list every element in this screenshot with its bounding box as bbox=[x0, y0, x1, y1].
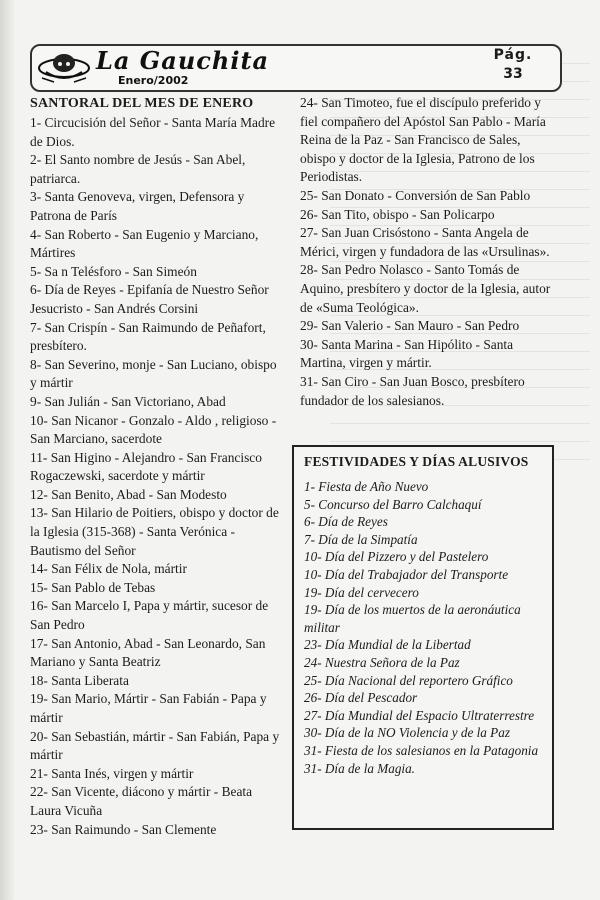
festividad-item: 23- Día Mundial de la Libertad bbox=[304, 637, 471, 653]
santoral-entry: 23- San Raimundo - San Clemente bbox=[30, 821, 217, 837]
santoral-entry: 2- El Santo nombre de Jesús - San Abel, patriarca. bbox=[30, 152, 246, 186]
santoral-entry: 15- San Pablo de Tebas bbox=[30, 579, 156, 595]
festividades-title: FESTIVIDADES Y DÍAS ALUSIVOS bbox=[304, 454, 529, 469]
festividad-item: 1- Fiesta de Año Nuevo bbox=[304, 479, 429, 494]
santoral-entry: 29- San Valerio - San Mauro - San Pedro bbox=[300, 318, 520, 334]
festividad-item: 5- Concurso del Barro Calchaquí bbox=[304, 496, 482, 512]
santoral-entry: 17- San Antonio, Abad - San Leonardo, San Mariano y Santa Beatriz bbox=[30, 635, 266, 670]
festividad-item: 6- Día de Reyes bbox=[304, 514, 388, 530]
santoral-entry: 9- San Julián - San Victoriano, Abad bbox=[30, 393, 226, 409]
santoral-entry: 27- San Juan Crisóstono - Santa Angela de Mérici, virgen y fundadora de las «Ursulinas». bbox=[300, 225, 550, 259]
page-number: 33 bbox=[503, 66, 523, 82]
santoral-entry: 22- San Vicente, diácono y mártir - Beata Laura Vicuña bbox=[30, 784, 253, 818]
festividad-item: 10- Día del Pizzero y del Pastelero bbox=[304, 549, 489, 565]
santoral-entry: 3- Santa Genoveva, virgen, Defensora y Patrona de París bbox=[30, 189, 245, 223]
festividad-item: 31- Día de la Magia. bbox=[304, 760, 415, 776]
santoral-entry: 10- San Nicanor - Gonzalo - Aldo , religioso - San Marciano, sacerdote bbox=[30, 412, 277, 447]
festividad-item: 27- Día Mundial del Espacio Ultraterrestre bbox=[304, 707, 535, 723]
santoral-entry: 7- San Crispín - San Raimundo de Peñafort, presbítero. bbox=[30, 319, 266, 354]
page-binding-edge bbox=[0, 0, 14, 900]
festividades-box bbox=[292, 445, 554, 830]
festividad-item: 19- Día del cervecero bbox=[304, 584, 419, 600]
santoral-entry: 31- San Ciro - San Juan Bosco, presbítero fundador de los salesianos. bbox=[300, 373, 525, 408]
santoral-entry: 18- Santa Liberata bbox=[30, 672, 129, 688]
festividad-item: 7- Día de la Simpatía bbox=[304, 531, 418, 547]
santoral-entry: 5- Sa n Telésforo - San Simeón bbox=[30, 263, 197, 279]
gaucho-logo-icon bbox=[36, 48, 92, 86]
festividad-item: 31- Fiesta de los salesianos en la Patagonia bbox=[304, 742, 539, 758]
santoral-entry: 24- San Timoteo, fue el discípulo preferido y fiel compañero del Apóstol San Pablo - María Reina de la Paz - San Francisco de Sales, obispo y doctor de la Iglesia, Patrono de los Periodistas. bbox=[300, 95, 546, 185]
santoral-entry: 14- San Félix de Nola, mártir bbox=[30, 561, 187, 577]
festividad-item: 26- Día del Pescador bbox=[304, 690, 418, 706]
santoral-entry: 21- Santa Inés, virgen y mártir bbox=[30, 765, 194, 781]
issue-date: Enero/2002 bbox=[118, 74, 189, 87]
santoral-entry: 12- San Benito, Abad - San Modesto bbox=[30, 486, 227, 502]
page-label: Pág. bbox=[493, 47, 533, 63]
santoral-entry: 1- Circucisión del Señor - Santa María Madre de Dios. bbox=[30, 115, 276, 149]
santoral-entry: 16- San Marcelo I, Papa y mártir, sucesor de San Pedro bbox=[30, 598, 269, 633]
santoral-left-column bbox=[30, 94, 284, 839]
logo-title: La Gauchita bbox=[96, 46, 270, 75]
festividad-item: 19- Día de los muertos de la aeronáutica militar bbox=[304, 602, 521, 635]
santoral-entry: 6- Día de Reyes - Epifanía de Nuestro Señor Jesucristo - San Andrés Corsini bbox=[30, 282, 269, 316]
santoral-entry: 19- San Mario, Mártir - San Fabián - Papa y mártir bbox=[30, 691, 267, 725]
santoral-entry: 28- San Pedro Nolasco - Santo Tomás de Aquino, presbítero y doctor de la Iglesia, autor de «Suma Teológica». bbox=[300, 262, 551, 315]
santoral-entry: 8- San Severino, monje - San Luciano, obispo y mártir bbox=[30, 356, 277, 391]
festividad-item: 24- Nuestra Señora de la Paz bbox=[304, 654, 460, 670]
santoral-entry: 26- San Tito, obispo - San Policarpo bbox=[300, 206, 495, 222]
santoral-entry: 30- Santa Marina - San Hipólito - Santa Martina, virgen y mártir. bbox=[300, 336, 514, 371]
santoral-right-column bbox=[300, 94, 554, 410]
festividad-item: 25- Día Nacional del reportero Gráfico bbox=[304, 672, 513, 688]
santoral-entry: 25- San Donato - Conversión de San Pablo bbox=[300, 187, 531, 203]
santoral-entry: 20- San Sebastián, mártir - San Fabián, Papa y mártir bbox=[30, 728, 280, 763]
santoral-entry: 11- San Higino - Alejandro - San Francisco Rogaczewski, sacerdote y mártir bbox=[30, 449, 262, 484]
santoral-entry: 13- San Hilario de Poitiers, obispo y doctor de la Iglesia (315-368) - Santa Verónica - Bautismo del Señor bbox=[30, 505, 279, 558]
festividad-item: 30- Día de la NO Violencia y de la Paz bbox=[304, 725, 510, 741]
santoral-entry: 4- San Roberto - San Eugenio y Marciano, Mártires bbox=[30, 226, 259, 261]
santoral-title: SANTORAL DEL MES DE ENERO bbox=[30, 96, 254, 111]
festividad-item: 10- Día del Trabajador del Transporte bbox=[304, 566, 509, 582]
